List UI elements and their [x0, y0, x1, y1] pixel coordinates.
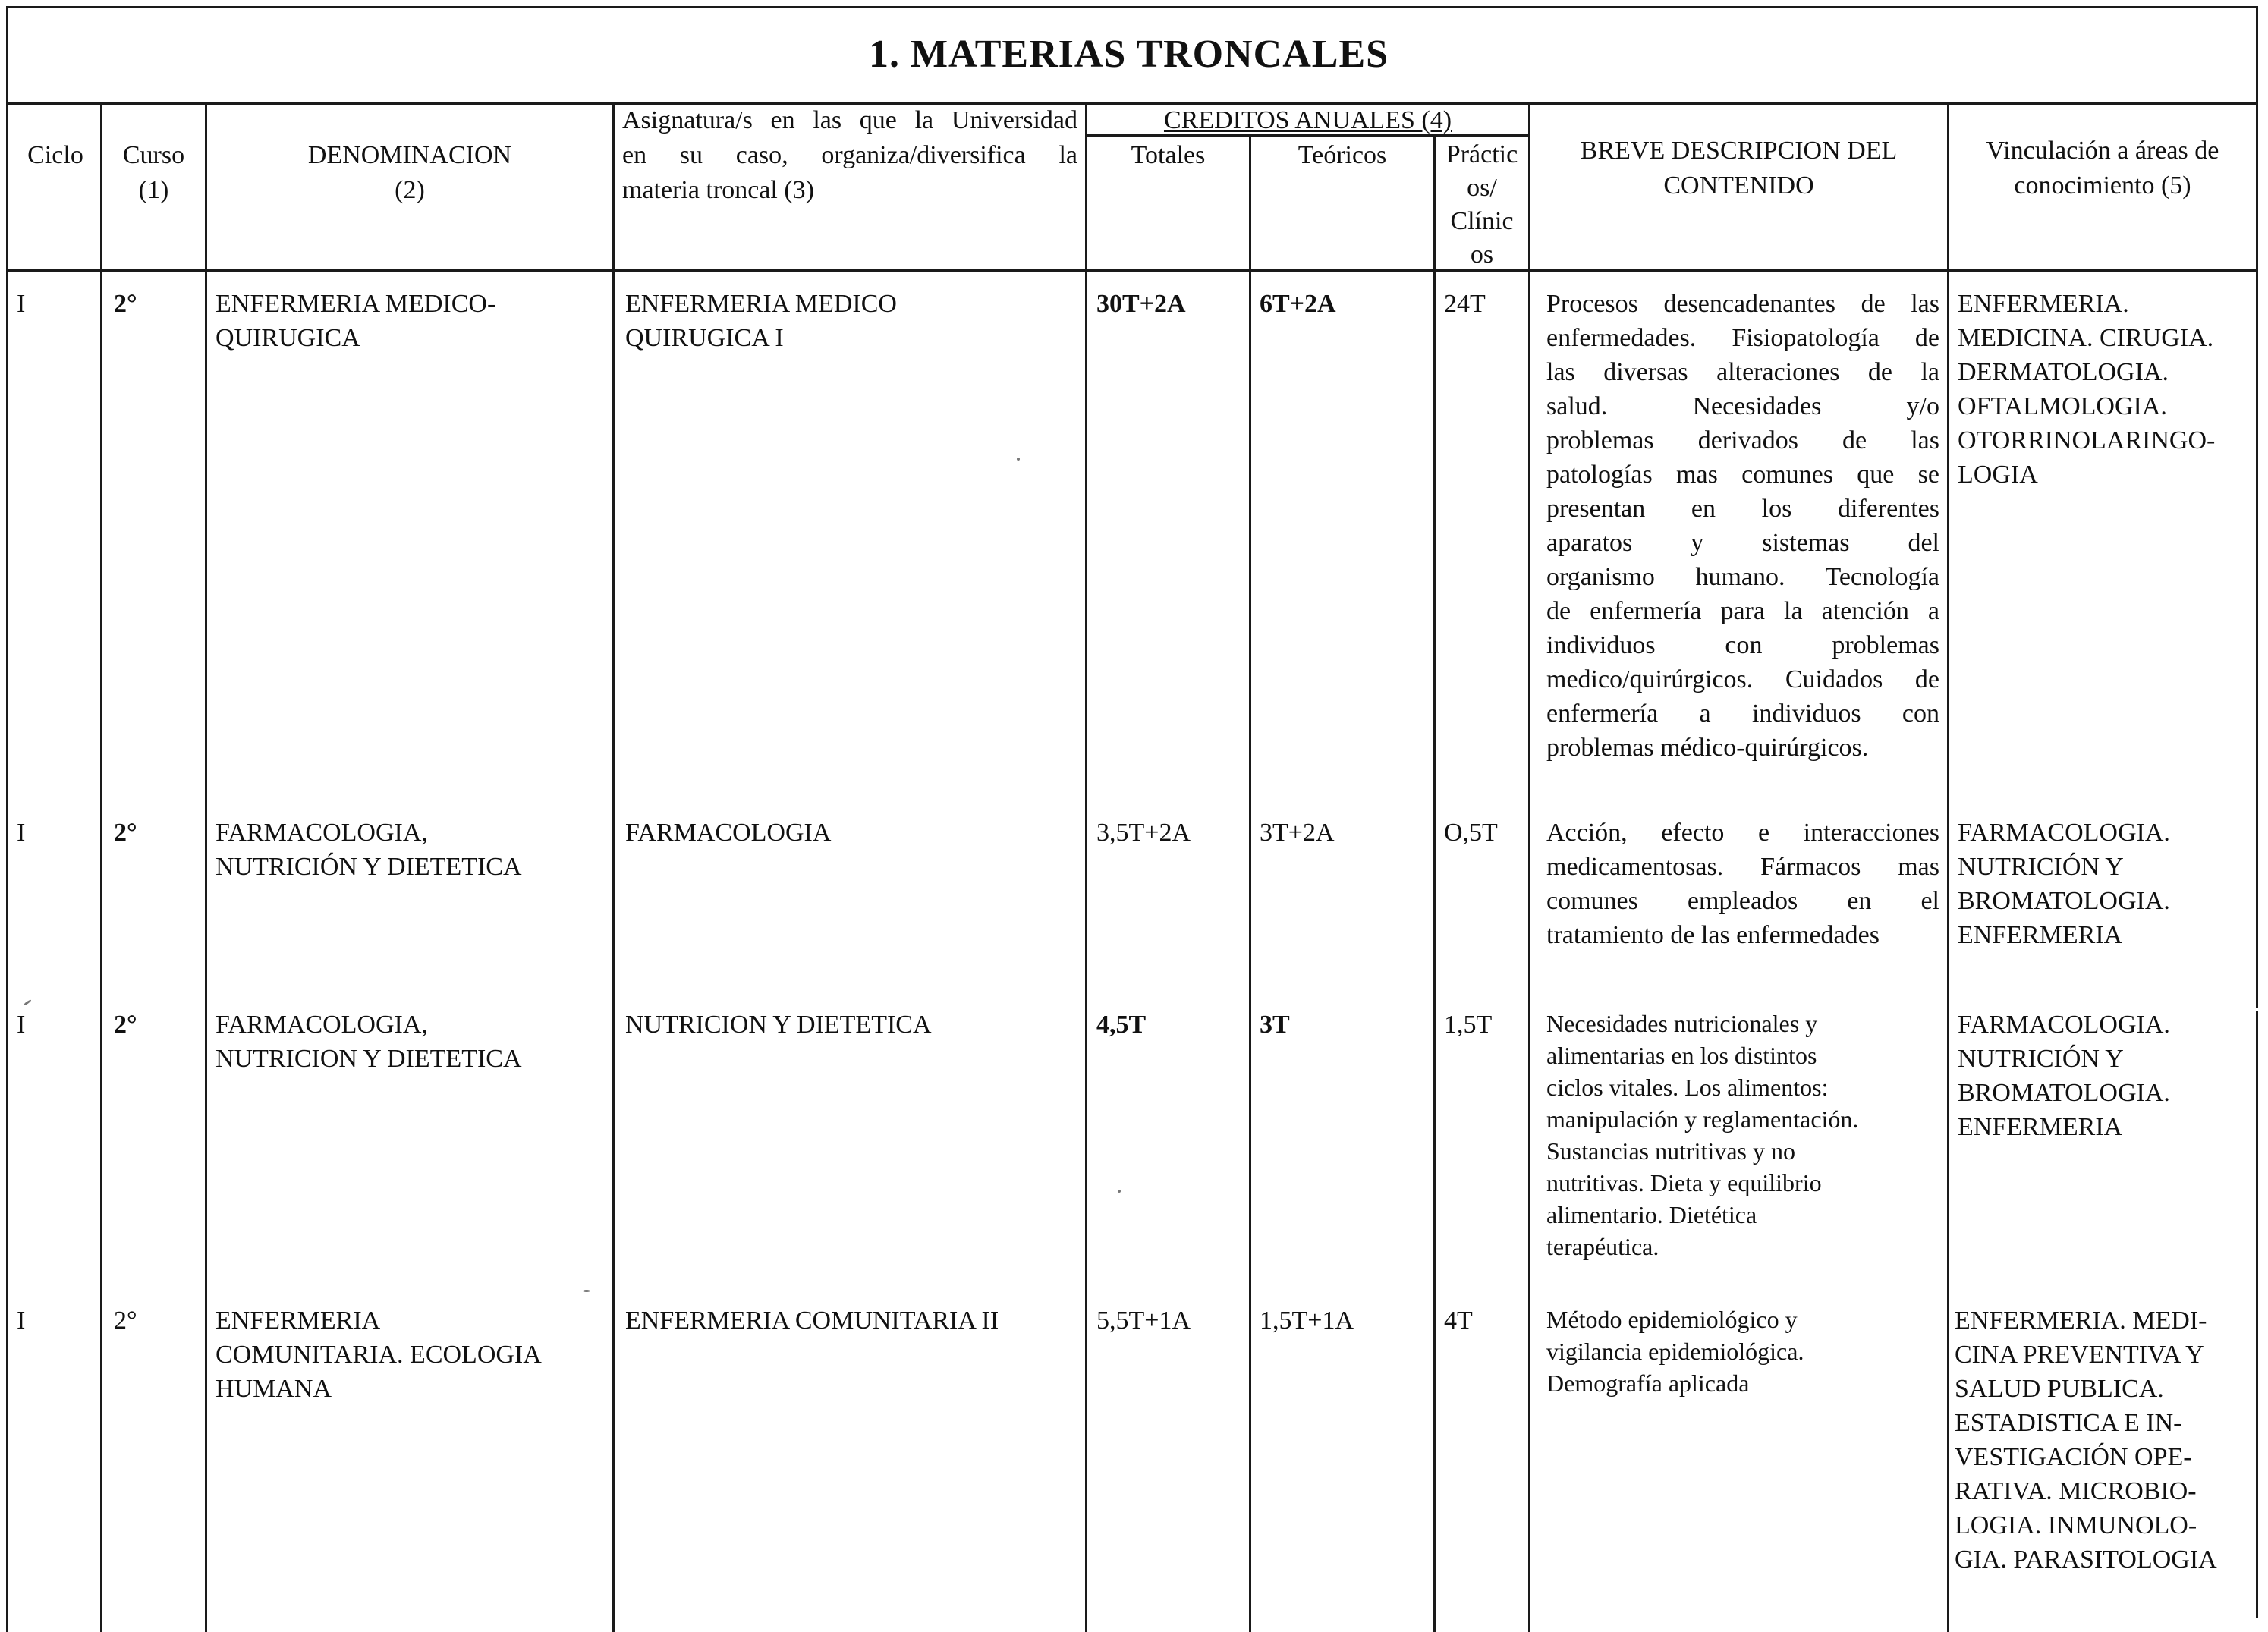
row-descripcion: Método epidemiológico y vigilancia epidemiológica. Demografía aplicada	[1546, 1306, 1804, 1397]
row-teoricos: 3T	[1260, 1011, 1290, 1039]
page-title: 1. MATERIAS TRONCALES	[868, 33, 1389, 76]
col-line-1	[100, 102, 102, 1632]
row-denominacion: ENFERMERIA COMUNITARIA. ECOLOGIA HUMANA	[215, 1307, 542, 1403]
row-totales: 5,5T+1A	[1096, 1307, 1191, 1335]
row-totales: 3,5T+2A	[1096, 819, 1191, 847]
header-totales: Totales	[1131, 141, 1206, 169]
header-asignatura: Asignatura/s en las que la Universidad en su caso, organiza/diversifica la materia troncal (3)	[622, 106, 1077, 204]
row-areas: FARMACOLOGIA. NUTRICIÓN Y BROMATOLOGIA. ENFERMERIA	[1958, 1011, 2170, 1141]
row-ciclo: I	[17, 819, 26, 847]
top-border	[6, 6, 2258, 8]
row-practicos: 4T	[1444, 1307, 1473, 1335]
row-areas: FARMACOLOGIA. NUTRICIÓN Y BROMATOLOGIA. ENFERMERIA	[1958, 819, 2170, 949]
row-denominacion: FARMACOLOGIA, NUTRICION Y DIETETICA	[215, 1011, 522, 1073]
row-curso: 2°	[114, 1011, 137, 1039]
row-descripcion: Acción, efecto e interacciones medicamentosas. Fármacos mas comunes empleados en el tratamiento de las enfermedades	[1546, 819, 1939, 949]
header-ciclo: Ciclo	[27, 141, 83, 169]
row-areas: ENFERMERIA. MEDICINA. CIRUGIA. DERMATOLOGIA. OFTALMOLOGIA. OTORRINOLARINGO- LOGIA	[1958, 290, 2216, 489]
header-creditos-anuales: CREDITOS ANUALES (4)	[1163, 106, 1452, 134]
row-ciclo: I	[17, 1011, 26, 1039]
header-divider	[6, 269, 2258, 272]
row-totales: 4,5T	[1096, 1011, 1147, 1039]
row-asignatura: FARMACOLOGIA	[625, 819, 832, 847]
header-teoricos: Teóricos	[1298, 141, 1387, 169]
row-asignatura: NUTRICION Y DIETETICA	[625, 1011, 932, 1039]
scan-speck	[1017, 458, 1020, 461]
right-border	[2256, 6, 2258, 1008]
scan-speck	[583, 1290, 590, 1292]
header-practicos: Práctic os/ Clínic os	[1445, 140, 1518, 269]
row-curso: 2°	[114, 1307, 137, 1335]
row-asignatura: ENFERMERIA MEDICO QUIRUGICA I	[625, 290, 897, 352]
row-descripcion: Procesos desencadenantes de las enfermedades. Fisiopatología de las diversas alteraciones de la salud. Necesidades y/o problemas derivados de las patologías mas comunes que se presentan en los diferentes aparatos y sistemas del organismo humano. Tecnología de enfermería para la atención a individuos con problemas medico/quirúrgicos. Cuidados de enfermería a individuos con problemas médico-quirúrgicos.	[1546, 290, 1939, 762]
col-line-2	[205, 102, 207, 1632]
header-curso: Curso (1)	[122, 141, 185, 204]
row-teoricos: 3T+2A	[1260, 819, 1335, 847]
row-practicos: 1,5T	[1444, 1011, 1493, 1039]
row-teoricos: 6T+2A	[1260, 290, 1336, 318]
row-denominacion: ENFERMERIA MEDICO- QUIRUGICA	[215, 290, 496, 352]
row-areas: ENFERMERIA. MEDI- CINA PREVENTIVA Y SALUD PUBLICA. ESTADISTICA E IN- VESTIGACIÓN OPE- RATIVA. MICROBIO- LOGIA. INMUNOLO- GIA. PARASITOLOGIA	[1955, 1307, 2217, 1574]
scan-speck	[1118, 1190, 1121, 1193]
row-asignatura: ENFERMERIA COMUNITARIA II	[625, 1307, 999, 1335]
row-curso: 2°	[114, 290, 137, 318]
row-descripcion: Necesidades nutricionales y alimentarias en los distintos ciclos vitales. Los alimentos: manipulación y reglamentación. Sustancias nutritivas y no nutritivas. Dieta y equilibrio alimentario. Dietética terapéutica.	[1546, 1010, 1859, 1260]
col-line-3	[612, 102, 615, 1632]
right-border-lower	[2256, 1011, 2258, 1618]
row-practicos: O,5T	[1444, 819, 1498, 847]
col-line-8	[1947, 102, 1949, 1632]
header-denominacion: DENOMINACION (2)	[307, 141, 512, 204]
col-line-6	[1433, 134, 1436, 1632]
header-descripcion: BREVE DESCRIPCION DEL CONTENIDO	[1580, 137, 1898, 200]
row-ciclo: I	[17, 1307, 26, 1335]
col-line-7	[1528, 102, 1530, 1632]
row-totales: 30T+2A	[1096, 290, 1186, 318]
scan-speck	[23, 999, 32, 1006]
row-curso: 2°	[114, 819, 137, 847]
col-line-4	[1085, 102, 1087, 1632]
col-line-5	[1249, 134, 1251, 1632]
row-practicos: 24T	[1444, 290, 1486, 318]
left-border	[6, 6, 8, 1632]
header-vinculacion: Vinculación a áreas de conocimiento (5)	[1986, 137, 2219, 200]
row-ciclo: I	[17, 290, 26, 318]
row-denominacion: FARMACOLOGIA, NUTRICIÓN Y DIETETICA	[215, 819, 522, 881]
row-teoricos: 1,5T+1A	[1260, 1307, 1354, 1335]
